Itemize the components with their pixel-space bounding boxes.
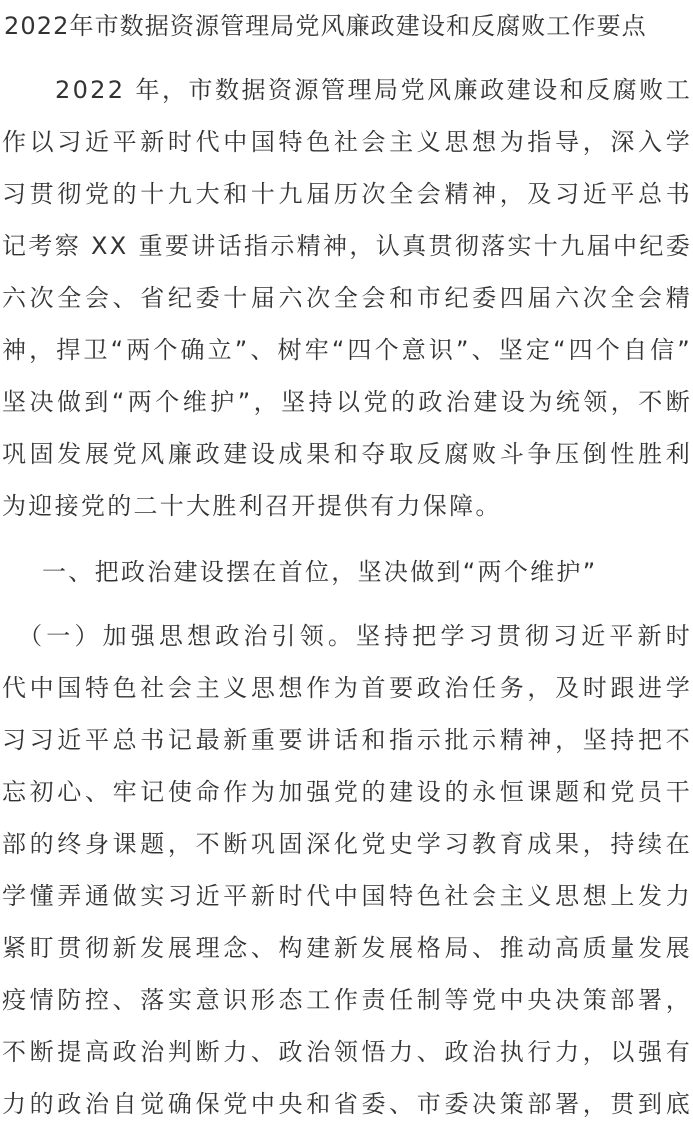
paragraph-line: 2022 年，市数据资源管理局党风廉政建设和反腐败工 [2,76,692,104]
paragraph-section-one [2,610,692,1130]
paragraph-line: 六次全会、省纪委十届六次全会和市纪委四届六次全会精 [2,284,692,312]
paragraph-line: 作以习近平新时代中国特色社会主义思想为指导，深入学 [2,128,692,156]
paragraph-line: 学懂弄通做实习近平新时代中国特色社会主义思想上发力 [2,882,692,910]
paragraph-line: 习贯彻党的十九大和十九届历次全会精神，及习近平总书 [2,180,692,208]
paragraph-line: 忘初心、牢记使命作为加强党的建设的永恒课题和党员干 [2,778,692,806]
paragraph-line: 神，捍卫“两个确立”、树牢“四个意识”、坚定“四个自信” [2,336,692,364]
paragraph-line: 紧盯贯彻新发展理念、构建新发展格局、推动高质量发展 [2,934,692,962]
paragraph-line: 不断提高政治判断力、政治领悟力、政治执行力，以强有 [2,1038,692,1066]
paragraph-line: 记考察 XX 重要讲话指示精神，认真贯彻落实十九届中纪委 [2,232,692,260]
paragraph-intro [2,64,692,532]
paragraph-line: 巩固发展党风廉政建设成果和夺取反腐败斗争压倒性胜利 [2,440,692,468]
paragraph-line: 坚决做到“两个维护”，坚持以党的政治建设为统领，不断 [2,388,692,416]
paragraph-line: 部的终身课题，不断巩固深化党史学习教育成果，持续在 [2,830,692,858]
paragraph-line: 疫情防控、落实意识形态工作责任制等党中央决策部署， [2,986,692,1014]
document-title: 2022年市数据资源管理局党风廉政建设和反腐败工作要点 [4,12,647,40]
paragraph-line: 代中国特色社会主义思想作为首要政治任务，及时跟进学 [2,674,692,702]
paragraph-line: 力的政治自觉确保党中央和省委、市委决策部署，贯到底 [2,1090,692,1118]
paragraph-line: 为迎接党的二十大胜利召开提供有力保障。 [2,492,502,520]
paragraph-line: （一）加强思想政治引领。坚持把学习贯彻习近平新时 [2,622,692,650]
section-heading: 一、把政治建设摆在首位，坚决做到“两个维护” [42,558,598,586]
paragraph-line: 习习近平总书记最新重要讲话和指示批示精神，坚持把不 [2,726,692,754]
